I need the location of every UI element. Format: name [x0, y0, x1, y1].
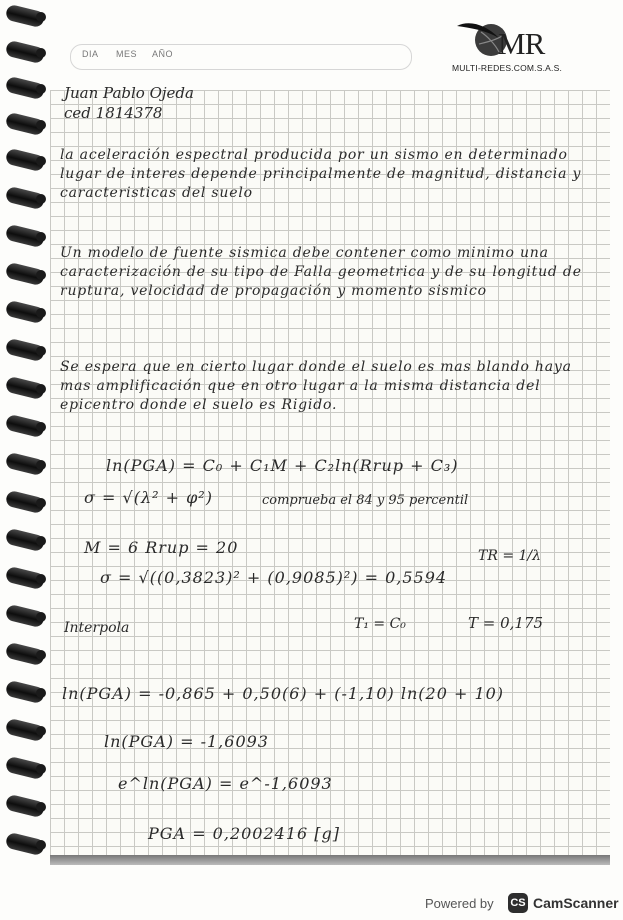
equation-ln-pga: ln(PGA) = C₀ + C₁M + C₂ln(Rrup + C₃) — [106, 456, 459, 475]
period-t1: T₁ = C₀ — [354, 616, 406, 632]
equation-sigma-value: σ = √((0,3823)² + (0,9085)²) = 0,5594 — [100, 568, 448, 587]
equation-exponential: e^ln(PGA) = e^-1,6093 — [118, 774, 333, 793]
logo-text: MR — [498, 26, 545, 61]
student-name: Juan Pablo Ojeda — [64, 84, 194, 102]
camscanner-brand: CamScanner — [533, 895, 619, 911]
date-label-month: MES — [116, 49, 138, 59]
camscanner-icon: CS — [508, 893, 528, 913]
paragraph-spectral-acceleration: la aceleración espectral producida por un sismo en determinado lugar de interes depende principalmente de magnitud, distancia y caracteristicas del suelo — [60, 147, 582, 201]
pga-result: PGA = 0,2002416 [g] — [148, 824, 341, 843]
powered-by-label: Powered by — [425, 896, 494, 911]
date-label-day: DIA — [82, 49, 99, 59]
equation-sigma: σ = √(λ² + φ²) — [84, 488, 213, 507]
equation-magnitude-distance: M = 6 Rrup = 20 — [84, 538, 239, 557]
logo-subtitle: MULTI-REDES.COM.S.A.S. — [452, 63, 563, 73]
spiral-binding — [0, 0, 52, 880]
return-period-formula: TR = 1/λ — [478, 548, 542, 564]
paragraph-source-model: Un modelo de fuente sismica debe contener como minimo una caracterización de su tipo de Falla geometrica y de su longitud de ruptura, velocidad de propagación y momento sismico — [60, 245, 582, 299]
paragraph-site-amplification: Se espera que en cierto lugar donde el suelo es mas blando haya mas amplificación que en otro lugar a la misma distancia del epicentro donde el suelo es Rigido. — [60, 359, 572, 413]
period-t: T = 0,175 — [468, 614, 544, 632]
percentile-note: comprueba el 84 y 95 percentil — [262, 493, 469, 508]
equation-ln-pga-value: ln(PGA) = -1,6093 — [104, 732, 269, 751]
student-id: ced 1814378 — [64, 104, 163, 122]
paper-bottom-edge — [50, 855, 610, 865]
date-label-year: AÑO — [152, 49, 174, 59]
equation-ln-pga-substituted: ln(PGA) = -0,865 + 0,50(6) + (-1,10) ln(20 + 10) — [62, 684, 505, 703]
interpolation-label: Interpola — [64, 620, 130, 636]
